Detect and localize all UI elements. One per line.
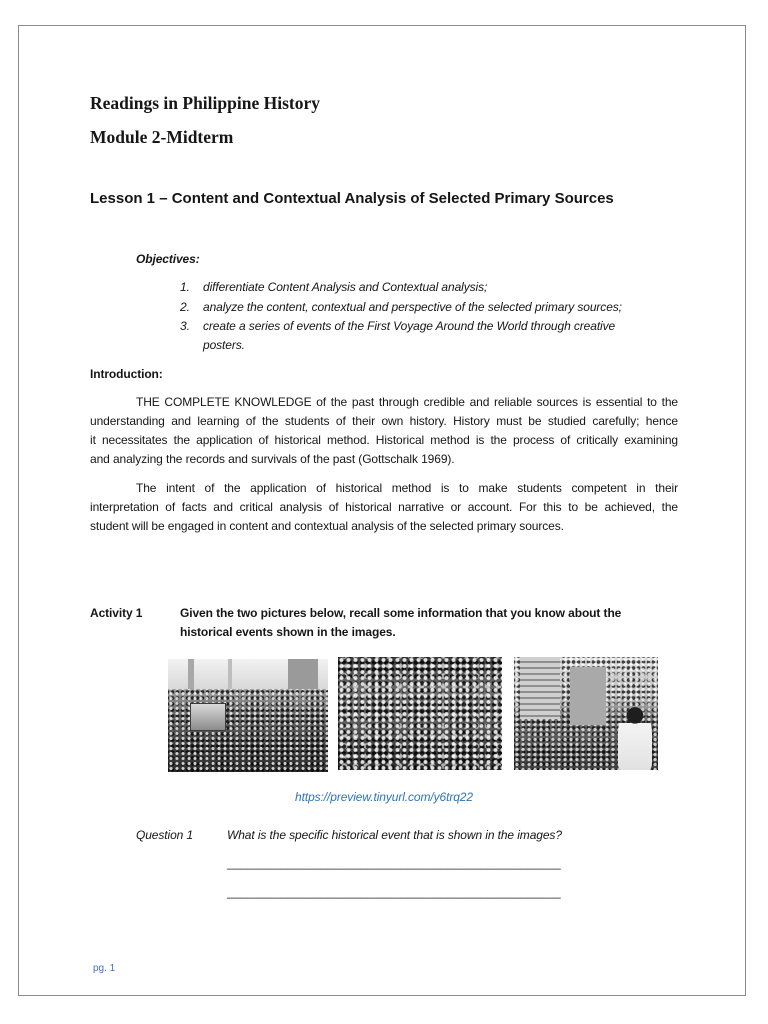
answer-blank-line[interactable]: __________________________________________________	[227, 885, 561, 899]
objective-item: differentiate Content Analysis and Contextual analysis;	[203, 280, 488, 294]
historical-event-photo-3	[514, 657, 658, 770]
paragraph-line: The intent of the application of historical method is to make students competent in their	[136, 481, 678, 495]
objective-item-continued: posters.	[203, 338, 245, 352]
introduction-label: Introduction:	[90, 367, 163, 381]
question-text: What is the specific historical event that is shown in the images?	[227, 828, 562, 842]
objective-number: 3.	[180, 319, 190, 333]
objective-number: 2.	[180, 299, 190, 314]
page-number: pg. 1	[93, 963, 116, 974]
activity-instruction-continued: historical events shown in the images.	[180, 625, 396, 639]
paragraph-line: interpretation of facts and critical analysis of historical narrative or account. For this to be achieved, the	[90, 500, 678, 514]
objective-item: analyze the content, contextual and perspective of the selected primary sources;	[203, 299, 622, 314]
paragraph-line: understanding and learning of the students of their own history. History must be studied carefully; hence	[90, 414, 678, 428]
answer-blank-line[interactable]: __________________________________________________	[227, 856, 561, 870]
question-label: Question 1	[136, 828, 194, 842]
module-title: Module 2-Midterm	[90, 127, 234, 147]
activity-instruction: Given the two pictures below, recall some information that you know about the	[180, 606, 622, 620]
document-title: Readings in Philippine History	[90, 93, 320, 113]
activity-label: Activity 1	[90, 606, 143, 620]
paragraph-line: student will be engaged in content and contextual analysis of the selected primary sources.	[90, 519, 564, 533]
paragraph-line: THE COMPLETE KNOWLEDGE of the past through credible and reliable sources is essential to the	[136, 395, 678, 409]
historical-event-photo-2	[338, 657, 502, 770]
objective-item: create a series of events of the First Voyage Around the World through creative	[203, 319, 616, 333]
historical-event-photo-1	[168, 659, 328, 772]
objective-number: 1.	[180, 280, 190, 294]
paragraph-line: and analyzing the records and survivals of the past (Gottschalk 1969).	[90, 452, 455, 466]
objectives-label: Objectives:	[136, 252, 200, 266]
lesson-heading: Lesson 1 – Content and Contextual Analysis of Selected Primary Sources	[90, 190, 614, 207]
paragraph-line: it necessitates the application of historical method. Historical method is the process of critically examining	[90, 433, 678, 447]
image-source-link[interactable]: https://preview.tinyurl.com/y6trq22	[295, 790, 473, 804]
